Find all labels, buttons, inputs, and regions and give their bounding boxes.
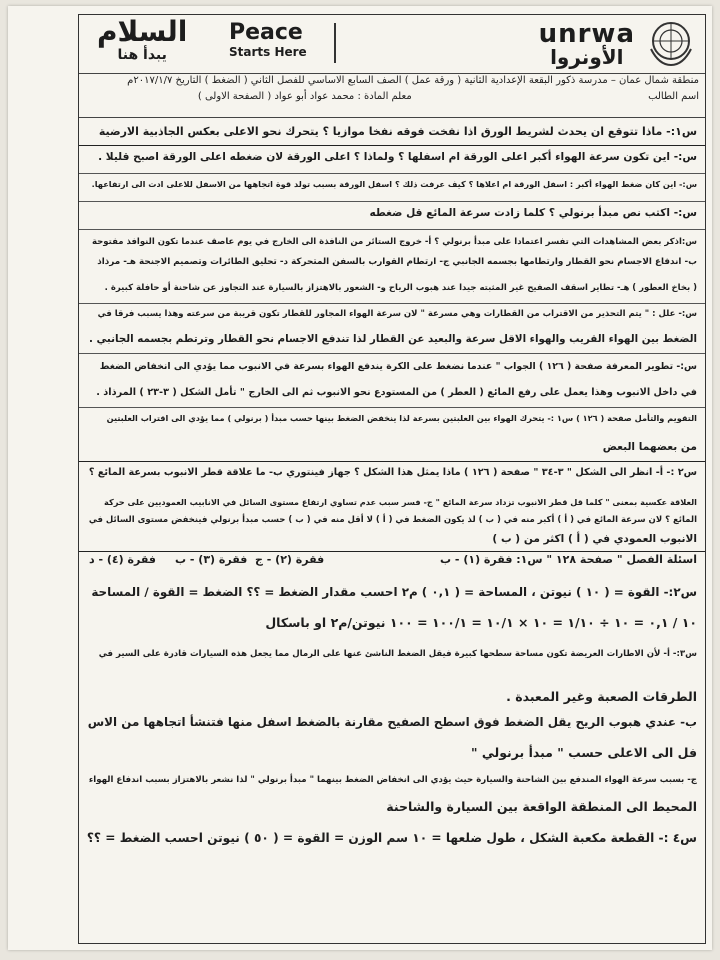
salam-title: السلام — [97, 15, 188, 48]
answer-line: س:- اين تكون سرعة الهواء أكبر اعلى الورقة ام اسفلها ؟ ولماذا ؟ اعلى الورقة لان ضغطه اعلى الورقة اصبح قليلا . — [98, 151, 697, 163]
answer-line: الطرقات الصعبة وغير المعبدة . — [506, 689, 697, 704]
answer-line: س٢:- القوة = ( ١٠ ) نيوتن ، المساحة = ( ٠,١ ) م٢ احسب مقدار الضغط = ؟؟ الضغط = القوة / المساحة — [91, 585, 697, 599]
answer-line: فل الى الاعلى حسب " مبدأ برنولي " — [471, 745, 697, 760]
divider — [79, 173, 705, 174]
un-emblem-icon — [645, 19, 697, 67]
student-name-label: اسم الطالب — [648, 91, 699, 102]
logo-divider — [334, 23, 336, 63]
answer-line: ج- بسبب سرعة الهواء المندفع بين الشاحنة والسيارة حيث يؤدي الى انخفاض الضغط بينهما " مبدأ برنولي " لذا نشعر بالاهتزاز بسبب اندفاع الهواء — [88, 775, 697, 785]
chapter-questions-row — [85, 553, 697, 573]
page-frame — [78, 14, 706, 944]
unrwa-logo — [539, 21, 635, 67]
answer-line: س:- تطوير المعرفة صفحة ( ١٢٦ ) الجواب " عندما نضغط على الكرة يندفع الهواء بسرعة في الانبوب مما يؤدي الى انخفاض الضغط — [99, 361, 697, 372]
answer-line: التقويم والتأمل صفحة ( ١٢٦ ) س١ :- يتحرك الهواء بين العلبتين بسرعة لذا ينخفض الضغط بينها حسب مبدأ ( برنولي ) مما يؤدي الى اقتراب العلبتين — [106, 413, 697, 423]
answer-line: في داخل الانبوب وهذا يعمل على رفع المائع ( العطر ) من المستودع نحو الانبوب ثم الى الخارج " تأمل الشكل ( ٣-٢٣ ) المرذاذ . — [96, 387, 697, 398]
unrwa-logo-ar: الأونروا — [550, 45, 624, 69]
answer-line: المحيط الى المنطقة الواقعة بين السيارة والشاحنة — [386, 799, 697, 814]
divider — [79, 551, 705, 552]
letterhead — [79, 15, 705, 74]
answer-line: س:- اين كان ضغط الهواء أكبر : اسفل الورقة ام اعلاها ؟ كيف عرفت ذلك ؟ اسفل الورقة بسبب تولد قوة اتجاهها من الاسفل للاعلى ادت الى ارتفاعها. — [91, 179, 697, 189]
choice-item: فقرة (٢) - ج — [255, 553, 325, 566]
answer-line: المائع ؟ لان سرعة المائع في ( أ ) أكبر منه في ( ب ) لذ يكون الضغط في ( أ ) لا أقل منه في ( ب ) حسب مبدأ برنولي فينخفض مستوى السائل في — [88, 515, 697, 525]
school-line: منطقة شمال عمان – مدرسة ذكور البقعة الإعدادية الثانية ( ورقة عمل ) الصف السابع الاساسي للفصل الثاني ( الضغط ) التاريخ ٢٠١٧/١/٧م — [127, 75, 699, 86]
answer-line: الانبوب العمودي في ( أ ) اكثر من ( ب ) — [492, 533, 697, 545]
answer-line: س:اذكر بعض المشاهدات التي تفسر اعتمادا على مبدأ برنولي ؟ أ- خروج الستائر من النافذة الى الخارج في يوم عاصف عندما تكون النوافذ مفتوحة — [92, 237, 697, 247]
answer-line: ( بخاخ العطور ) هـ- تطاير اسقف الصفيح غير المثبته جيدا عند هبوب الرياح و- الشعور بالاهتزاز بالسيارة عند التجاوز عن شاحنة أو حافلة كبيرة . — [104, 283, 697, 293]
answer-line: س٤ :- القطعة مكعبة الشكل ، طول ضلعها = ١٠ سم الوزن = القوة = ( ٥٠ ) نيوتن احسب الضغط = ؟؟ — [86, 831, 697, 845]
divider — [79, 303, 705, 304]
answer-line: ب- اندفاع الاجسام نحو القطار وارتطامها بجسمه الجانبي ج- ارتطام القوارب بالسفن المتحركة د- تحليق الطائرات وتصميم الاجنحة هـ- مرذاذ — [97, 257, 697, 267]
answer-line: ب- عندي هبوب الريح يقل الضغط فوق اسطح الصفيح مقارنة بالضغط اسفل منها فتنشأ اتجاهها من الاس — [87, 715, 697, 729]
salam-subtitle: يبدأ هنا — [117, 47, 167, 63]
answer-line: من بعضهما البعض — [602, 441, 697, 453]
answer-line: س:- علل : " يتم التحذير من الاقتراب من القطارات وهي مسرعة " لان سرعة الهواء المجاور للقطار تكون قريبة من سرعته وهذا يسبب فرقا في — [97, 309, 697, 319]
divider — [79, 407, 705, 408]
salam-slogan — [97, 17, 187, 63]
peace-slogan — [229, 21, 307, 59]
worksheet-body — [79, 119, 705, 943]
choice-item: فقرة (٣) - ب — [175, 553, 248, 566]
answer-line: س٣:- أ- لأن الاطارات العريضة تكون مساحة سطحها كبيرة فيقل الضغط الناشئ عنها على الرمال مما يجعل هذه السيارات قادرة على السير في — [98, 649, 697, 659]
peace-subtitle: Starts Here — [229, 45, 307, 59]
unrwa-logo-en: unrwa — [538, 19, 635, 49]
peace-title: Peace — [229, 20, 303, 45]
answer-line: الضغط بين الهواء القريب والهواء الاقل سرعة والبعيد عن القطار لذا تندفع الاجسام نحو القطار وترتطم بجسمه الجانبي . — [89, 333, 697, 345]
divider — [79, 353, 705, 354]
divider — [79, 145, 705, 146]
answer-line: س:- اكتب نص مبدأ برنولي ؟ كلما زادت سرعة المائع قل ضغطه — [369, 207, 697, 219]
divider — [79, 461, 705, 462]
student-teacher-line — [198, 91, 699, 102]
answer-line: ١٠ / ٠,١ = ١٠ ÷ ١/١٠ = ١٠ × ١٠/١ = ١٠٠/١ = ١٠٠ نيوتن/م٢ او باسكال — [265, 615, 697, 630]
answer-line: العلاقة عكسية بمعنى " كلما قل قطر الانبوب تزداد سرعة المائع " ج- فسر سبب عدم تساوي ارتفاع مستوى السائل في الانابيب العموديين على حركة — [103, 497, 697, 507]
teacher-label: معلم المادة : محمد عواد أبو عواد ( الصفحة الاولى ) — [197, 91, 412, 102]
chapter-question-title: اسئلة الفصل " صفحة ١٢٨ " س١: فقرة (١) - ب — [440, 553, 697, 566]
answer-line: س٢ :- أ- انظر الى الشكل " ٣-٣٤ " صفحة ( ١٢٦ ) ماذا يمثل هذا الشكل ؟ جهاز فينتوري ب- ما علاقة قطر الانبوب بسرعة المائع ؟ — [88, 467, 697, 478]
choice-item: فقرة (٤) - د — [89, 553, 156, 566]
divider — [79, 229, 705, 230]
answer-line: س١:- ماذا تتوقع ان يحدث لشريط الورق اذا نفخت فوقه نفخا موازيا ؟ يتحرك نحو الاعلى بعكس الجاذبية الارضية — [98, 125, 697, 138]
worksheet-page — [8, 6, 712, 950]
divider — [79, 201, 705, 202]
worksheet-info — [79, 73, 705, 118]
